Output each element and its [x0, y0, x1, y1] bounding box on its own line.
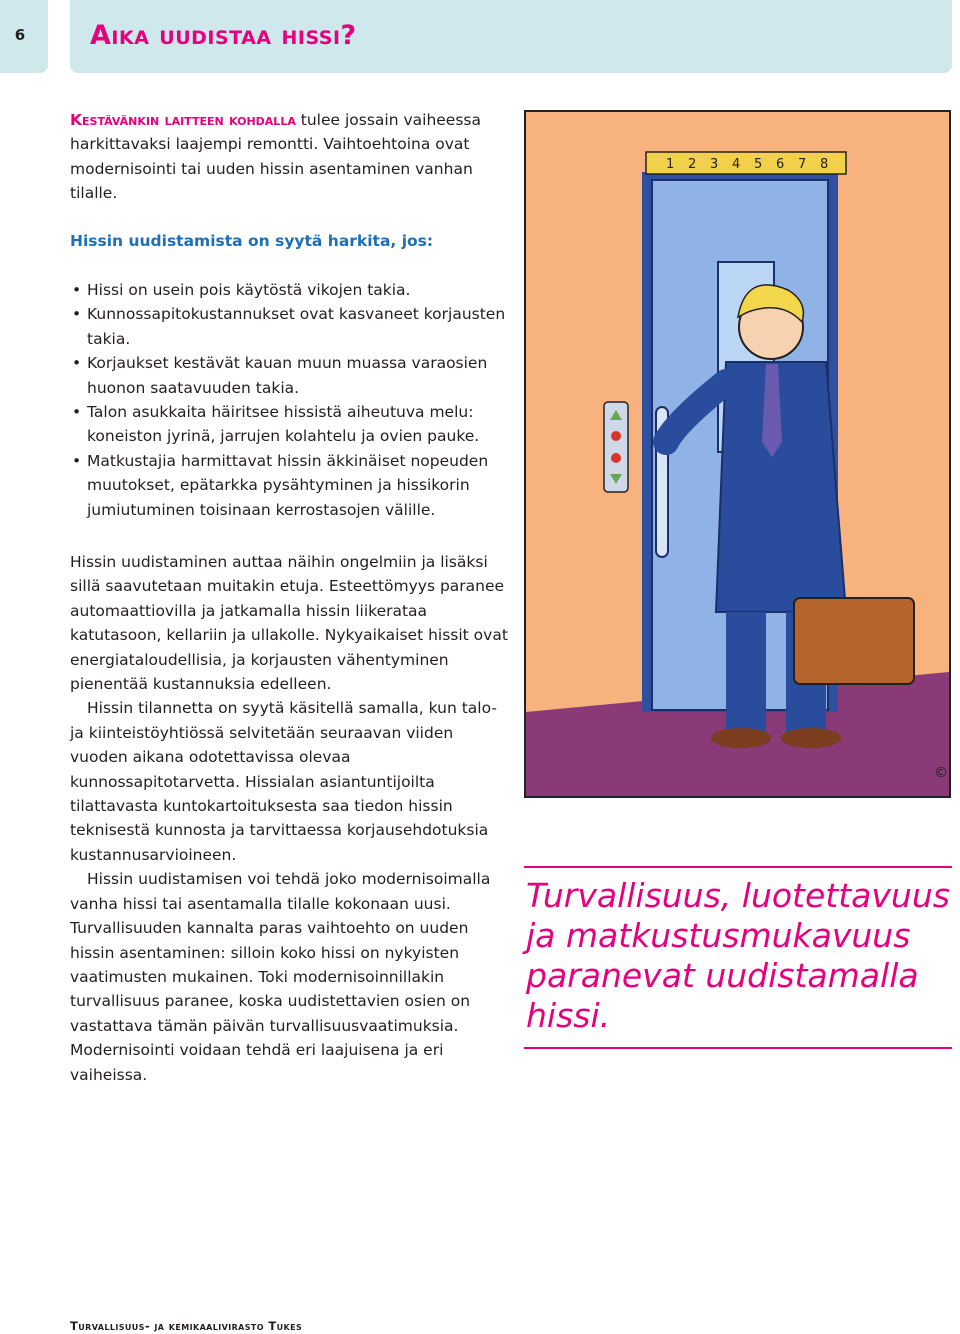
- floor-number: 8: [820, 157, 829, 172]
- pullquote: Turvallisuus, luotettavuus ja matkustusmukavuus paranevat uudistamalla hissi.: [526, 876, 950, 1035]
- man-leg: [726, 612, 766, 732]
- reasons-list: [70, 278, 510, 522]
- list-item-text: Talon asukkaita häiritsee hissistä aiheutuva melu: koneiston jyrinä, jarrujen kolahtelu ja ovien pauke.: [87, 403, 480, 446]
- footer-publisher: Turvallisuus- ja kemikaalivirasto Tukes: [70, 1319, 303, 1333]
- page-number: 6: [14, 26, 26, 44]
- page-number-tab: [0, 0, 48, 73]
- floor-number: 2: [688, 157, 697, 172]
- shoe: [711, 728, 771, 748]
- floor-indicator: [646, 152, 846, 174]
- paragraph: Hissin tilannetta on syytä käsitellä samalla, kun talo- ja kiinteistöyhtiössä selvitetään seuraavan viiden vuoden aikana odotettavissa olevaa kunnossapitotarvetta. Hissialan asiantuntijoilta tilattavasta kuntokartoituksesta saa tiedon hissin teknisestä kunnosta ja tarvittaessa korjausehdotuksia kustannusarvioineen.: [70, 699, 497, 864]
- call-button: [611, 453, 621, 463]
- lead-smallcaps: Kestävänkin laitteen kohdalla: [70, 111, 296, 129]
- floor-number: 7: [798, 157, 807, 172]
- bullet-icon: •: [72, 354, 82, 373]
- list-item-text: Hissi on usein pois käytöstä vikojen takia.: [87, 281, 411, 299]
- pullquote-rule-top: [524, 866, 952, 868]
- list-item: [70, 351, 510, 400]
- elevator-illustration: [524, 110, 951, 798]
- call-button: [611, 431, 621, 441]
- man-suit: [716, 362, 846, 612]
- bullet-icon: •: [72, 451, 82, 470]
- pullquote-rule-bottom: [524, 1047, 952, 1049]
- list-item: [70, 302, 510, 351]
- paragraph: Hissin uudistaminen auttaa näihin ongelmiin ja lisäksi sillä saavutetaan muitakin etuja. Esteettömyys paranee automaattiovilla ja jatkamalla hissin liikerataa katutasoon, kellariin ja ullakolle. Nykyaikaiset hissit ovat energiataloudellisia, ja korjausten vähentyminen pienentää kustannuksia edelleen.: [70, 553, 508, 694]
- floor-number: 5: [754, 157, 763, 172]
- list-item-text: Kunnossapitokustannukset ovat kasvaneet korjausten takia.: [87, 305, 506, 348]
- briefcase: [794, 598, 914, 684]
- illustration-svg: [526, 112, 949, 796]
- title-banner: [70, 0, 952, 73]
- bullet-intro: Hissin uudistamista on syytä harkita, jos:: [70, 232, 434, 250]
- lead-text: tulee jossain vaiheessa harkittavaksi laajempi remontti. Vaihtoehtoina ovat modernisointi tai uuden hissin asentaminen vanhan tilalle.: [70, 111, 481, 203]
- bullet-icon: •: [72, 305, 82, 324]
- list-item-text: Korjaukset kestävät kauan muun muassa varaosien huonon saatavuuden takia.: [87, 354, 488, 397]
- floor-number: 3: [710, 157, 719, 172]
- bullet-icon: •: [72, 281, 82, 299]
- list-item: [70, 449, 510, 522]
- floor-number: 4: [732, 157, 741, 172]
- floor-number: 6: [776, 157, 785, 172]
- lead-paragraph: [70, 108, 510, 206]
- copyright-mark: ©: [934, 765, 948, 781]
- page-title: Aika uudistaa hissi?: [90, 20, 357, 51]
- floor-number: 1: [666, 157, 675, 172]
- body-text: [70, 550, 510, 1087]
- list-item: [70, 400, 510, 449]
- list-item: [70, 278, 510, 302]
- list-item-text: Matkustajia harmittavat hissin äkkinäiset nopeuden muutokset, epätarkka pysähtyminen ja hissikorin jumiutuminen toisinaan kerrostasojen välille.: [87, 451, 489, 519]
- bullet-icon: •: [72, 403, 82, 422]
- shoe: [781, 728, 841, 748]
- paragraph: Hissin uudistamisen voi tehdä joko modernisoimalla vanha hissi tai asentamalla tilalle kokonaan uusi. Turvallisuuden kannalta paras vaihtoehto on uuden hissin asentaminen: silloin koko hissi on nykyisten vaatimusten mukainen. Toki modernisoinnillakin turvallisuus paranee, koska uudistettavien osien on vastattava tämän päivän turvallisuusvaatimuksia. Modernisointi voidaan tehdä eri laajuisena ja eri vaiheissa.: [70, 870, 491, 1084]
